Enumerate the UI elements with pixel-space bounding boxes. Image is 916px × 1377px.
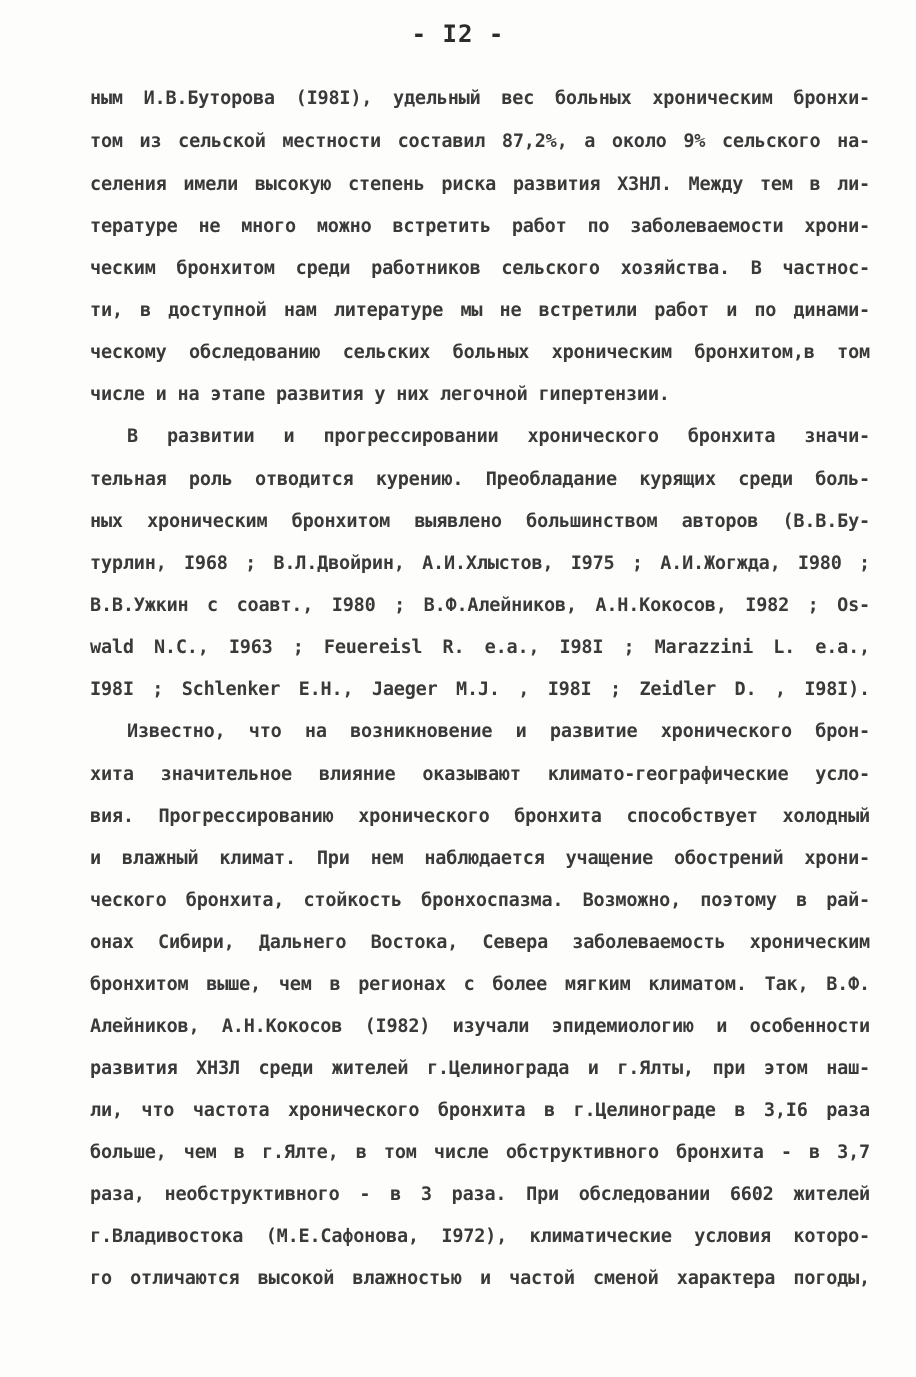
text-line: wald N.C., I963 ; Feuereisl R. e.a., I98I ; Marazzini L. e.a., bbox=[90, 637, 870, 658]
text-line: больше, чем в г.Ялте, в том числе обструктивного бронхита - в 3,7 bbox=[90, 1142, 870, 1163]
text-line: ли, что частота хронического бронхита в г.Целинограде в 3,I6 раза bbox=[90, 1100, 870, 1121]
text-line: тельная роль отводится курению. Преобладание курящих среди боль- bbox=[90, 469, 870, 490]
text-line: том из сельской местности составил 87,2%, а около 9% сельского на- bbox=[90, 131, 870, 152]
text-line: В.В.Ужкин с соавт., I980 ; В.Ф.Алейников, А.Н.Кокосов, I982 ; Os- bbox=[90, 595, 870, 616]
text-line: числе и на этапе развития у них легочной гипертензии. bbox=[90, 384, 670, 405]
text-line: ным И.В.Буторова (I98I), удельный вес больных хроническим бронхи- bbox=[90, 88, 870, 109]
text-line: В развитии и прогрессировании хронического бронхита значи- bbox=[127, 426, 870, 447]
text-line: ческим бронхитом среди работников сельского хозяйства. В частнос- bbox=[90, 258, 870, 279]
text-line: Алейников, А.Н.Кокосов (I982) изучали эпидемиологию и особенности bbox=[90, 1016, 870, 1037]
text-line: онах Сибири, Дальнего Востока, Севера заболеваемость хроническим bbox=[90, 932, 870, 953]
text-line: и влажный климат. При нем наблюдается учащение обострений хрони- bbox=[90, 848, 870, 869]
text-line: развития ХНЗЛ среди жителей г.Целинограда и г.Ялты, при этом наш- bbox=[90, 1058, 870, 1079]
text-line: Известно, что на возникновение и развитие хронического брон- bbox=[127, 721, 870, 742]
text-line: турлин, I968 ; В.Л.Двойрин, А.И.Хлыстов, I975 ; А.И.Жогжда, I980 ; bbox=[90, 553, 870, 574]
text-line: вия. Прогрессированию хронического бронхита способствует холодный bbox=[90, 806, 870, 827]
text-line: I98I ; Schlenker E.H., Jaeger M.J. , I98I ; Zeidler D. , I98I). bbox=[90, 679, 870, 700]
text-line: г.Владивостока (М.Е.Сафонова, I972), климатические условия которо- bbox=[90, 1226, 870, 1247]
text-line: ческому обследованию сельских больных хроническим бронхитом,в том bbox=[90, 342, 870, 363]
text-line: бронхитом выше, чем в регионах с более мягким климатом. Так, В.Ф. bbox=[90, 974, 870, 995]
text-line: ных хроническим бронхитом выявлено большинством авторов (В.В.Бу- bbox=[90, 511, 870, 532]
text-line: ти, в доступной нам литературе мы не встретили работ и по динами- bbox=[90, 300, 870, 321]
text-line: ческого бронхита, стойкость бронхоспазма. Возможно, поэтому в рай- bbox=[90, 890, 870, 911]
text-line: тературе не много можно встретить работ по заболеваемости хрони- bbox=[90, 216, 870, 237]
text-line: раза, необструктивного - в 3 раза. При обследовании 6602 жителей bbox=[90, 1184, 870, 1205]
text-line: го отличаются высокой влажностью и частой сменой характера погоды, bbox=[90, 1268, 870, 1289]
text-line: селения имели высокую степень риска развития ХЗНЛ. Между тем в ли- bbox=[90, 174, 870, 195]
page-number: - I2 - bbox=[411, 20, 505, 48]
text-line: хита значительное влияние оказывают климато-географические усло- bbox=[90, 764, 870, 785]
